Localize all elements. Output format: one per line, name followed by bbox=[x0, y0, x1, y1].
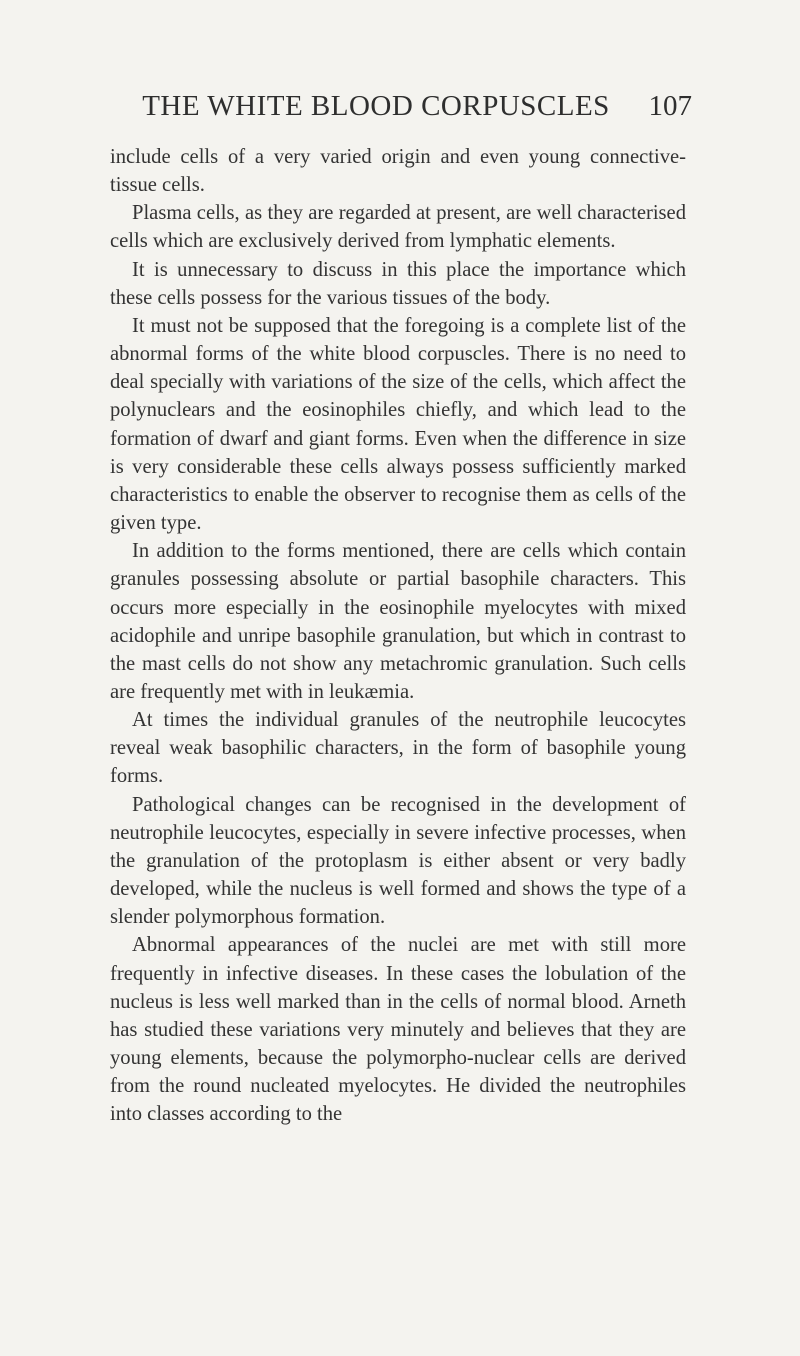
paragraph: include cells of a very varied origin and even young connective-tissue cells. bbox=[110, 146, 686, 197]
paragraph: Pathological changes can be recognised in the development of neutrophile leucocytes, especially in severe infective processes, when the granulation of the protoplasm is either absent or very badly developed, while the nucleus is well formed and shows the type of a slender polymorphous formation. bbox=[110, 793, 686, 929]
running-head bbox=[110, 90, 690, 130]
paragraph: Plasma cells, as they are regarded at present, are well characterised cells which are exclusively derived from lymphatic elements. bbox=[110, 202, 686, 253]
paragraph: Abnormal appearances of the nuclei are met with still more frequently in infective diseases. In these cases the lobulation of the nucleus is less well marked than in the cells of normal blood. Arneth has studied these variations very minutely and believes that they are young elements, because the polymorpho-nuclear cells are derived from the round nucleated myelocytes. He divided the neutrophiles into classes according to the bbox=[110, 934, 686, 1126]
body-text bbox=[110, 143, 686, 1128]
paragraph: In addition to the forms mentioned, there are cells which contain granules possessing absolute or partial basophile characters. This occurs more especially in the eosinophile myelocytes with mixed acidophile and unripe basophile granulation, but which in contrast to the mast cells do not show any metachromic granulation. Such cells are frequently met with in leukæmia. bbox=[110, 540, 686, 703]
running-title: THE WHITE BLOOD CORPUSCLES bbox=[142, 90, 610, 122]
paragraph: It is unnecessary to discuss in this place the importance which these cells possess for the various tissues of the body. bbox=[110, 258, 686, 309]
paragraph: It must not be supposed that the foregoing is a complete list of the abnormal forms of the white blood corpuscles. There is no need to deal specially with variations of the size of the cells, which affect the polynuclears and the eosinophiles chiefly, and which lead to the formation of dwarf and giant forms. Even when the difference in size is very considerable these cells always possess sufficiently marked characteristics to enable the observer to recognise them as cells of the given type. bbox=[110, 314, 686, 535]
page-number: 107 bbox=[648, 90, 692, 122]
paragraph: At times the individual granules of the neutrophile leucocytes reveal weak basophilic characters, in the form of basophile young forms. bbox=[110, 709, 686, 788]
